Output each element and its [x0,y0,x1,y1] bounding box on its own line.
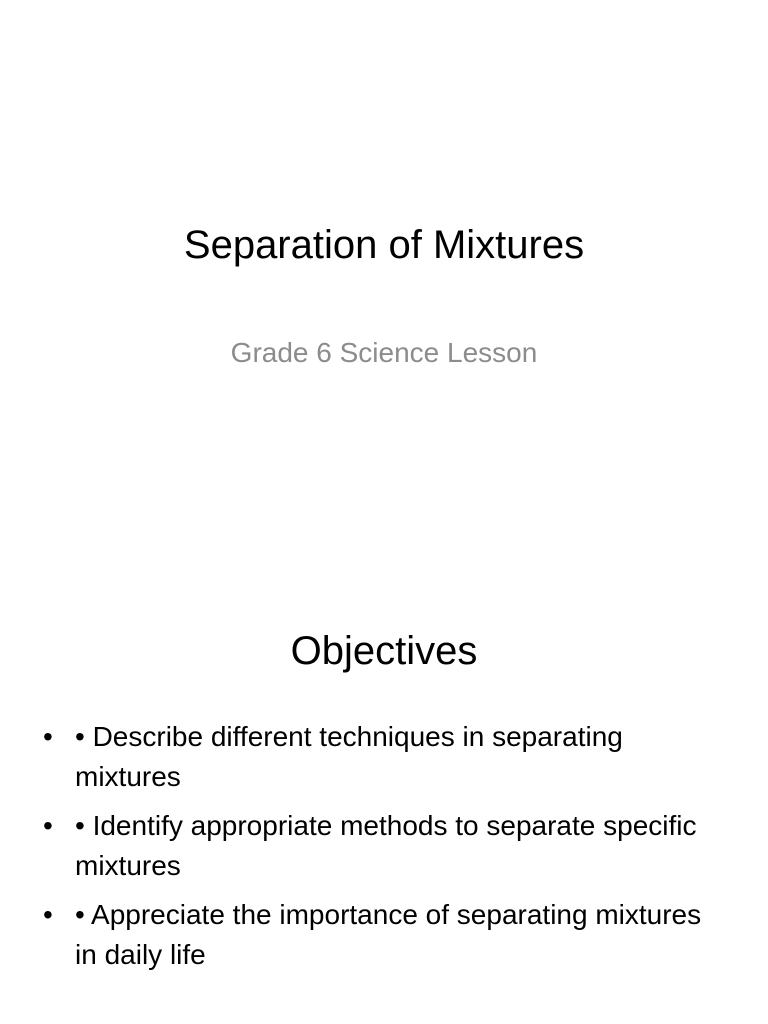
objectives-list [0,717,768,984]
bullet-icon: • [43,899,53,930]
slide-subtitle: Grade 6 Science Lesson [230,337,538,368]
objective-text: • Identify appropriate methods to separate specific mixtures [75,810,697,881]
bullet-icon: • [43,721,53,752]
slide-title: Separation of Mixtures [183,223,585,267]
objectives-title: Objectives [290,629,478,673]
objective-text: • Describe different techniques in separating mixtures [75,721,623,792]
list-item [0,895,768,975]
bullet-icon: • [43,810,53,841]
list-item [0,806,768,886]
list-item [0,717,768,797]
objectives-slide [0,512,768,1024]
objective-text: • Appreciate the importance of separating mixtures in daily life [75,899,702,970]
